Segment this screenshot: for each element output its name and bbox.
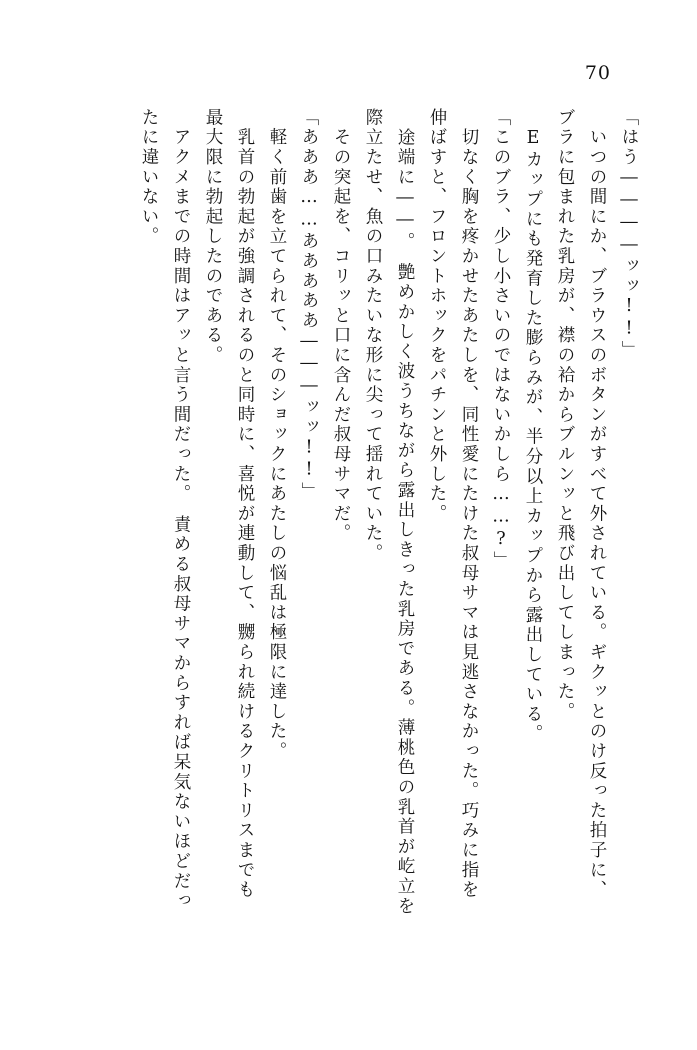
text-column: 伸ばすと、フロントホックをパチンと外した。	[427, 108, 447, 524]
text-column: 「はう――――ッッ!!」	[619, 108, 639, 361]
text-column: 最大限に勃起したのである。	[203, 108, 223, 366]
text-column: その突起を、コリッと口に含んだ叔母サマだ。	[331, 108, 351, 544]
text-column: 途端に――。 艶めかしく波うちながら露出しきった乳房である。薄桃色の乳首が屹立を	[395, 128, 415, 917]
text-column: 軽く前歯を立てられて、そのショックにあたしの悩乱は極限に達した。	[267, 108, 287, 762]
text-column: 乳首の勃起が強調されるのと同時に、喜悦が連動して、嬲られ続けるクリトリスまでも	[235, 108, 255, 900]
text-column: 切なく胸を疼かせたあたしを、同性愛にたけた叔母サマは見逃さなかった。巧みに指を	[459, 108, 479, 900]
text-column: 際立たせ、魚の口みたいな形に尖って揺れていた。	[363, 108, 383, 564]
page-number: 70	[584, 62, 611, 84]
text-column: 「あああ……あああああ―――ッッ!!」	[299, 108, 319, 502]
text-column: いつの間にか、ブラウスのボタンがすべて外されている。ギクッとのけ反った拍子に、	[587, 108, 607, 900]
text-column: 「このブラ、少し小さいのではないかしら……?」	[491, 108, 511, 571]
text-column: Eカップにも発育した膨らみが、半分以上カップから露出している。	[523, 108, 543, 745]
text-column: ブラに包まれた乳房が、襟の袷からブルンッと飛び出してしまった。	[555, 108, 575, 722]
vertical-text-body	[48, 108, 637, 998]
text-column: たに違いない。	[139, 108, 159, 247]
text-column: アクメまでの時間はアッと言う間だった。 責める叔母サマからすれば呆気ないほどだっ	[171, 108, 191, 912]
